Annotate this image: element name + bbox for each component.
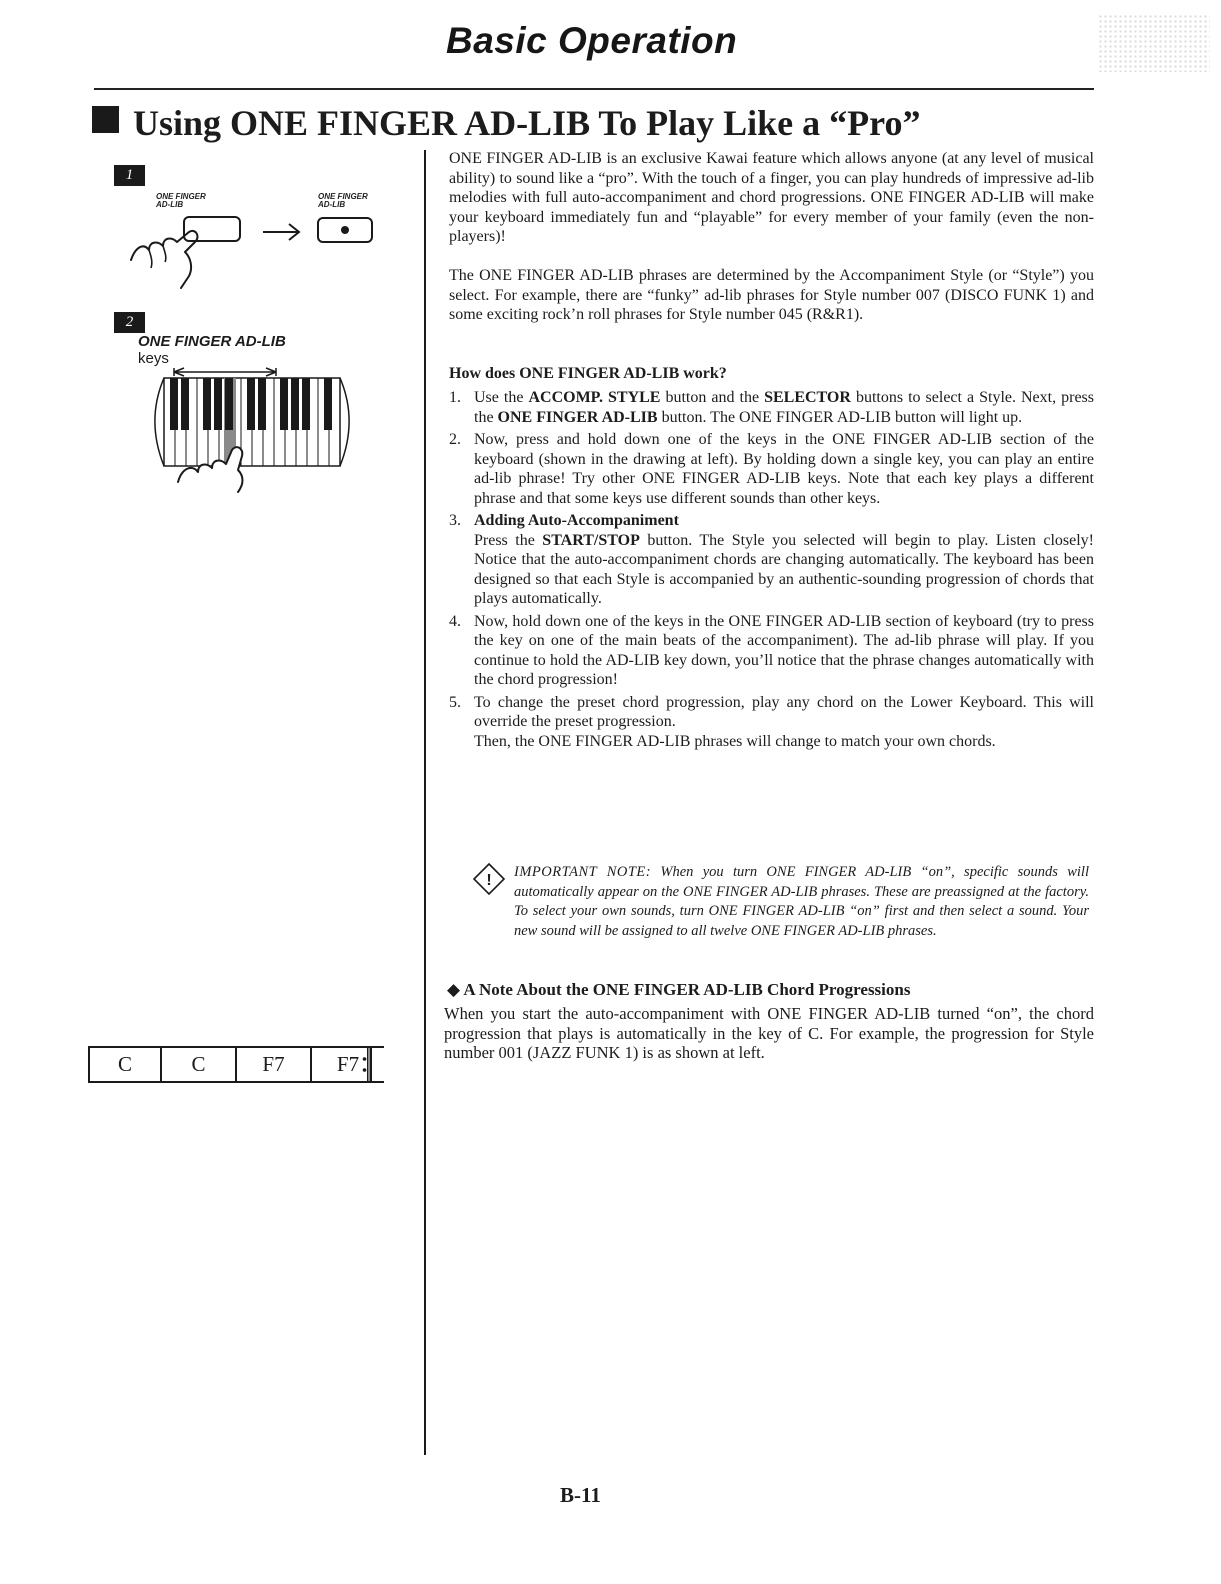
arrow-right-icon xyxy=(263,224,299,240)
chord-cell: C xyxy=(161,1047,236,1082)
step-text: buttons to select a Style. Next, press the xyxy=(474,389,1095,426)
step-number: 2. xyxy=(449,431,461,448)
step-text: Then, the ONE FINGER AD-LIB phrases will change to match your own chords. xyxy=(474,732,996,750)
note-label: IMPORTANT NOTE: xyxy=(514,864,652,880)
chord-cell: F7 xyxy=(311,1047,384,1082)
how-heading: How does ONE FINGER AD-LIB work? xyxy=(449,365,727,382)
button-label-line2: AD-LIB xyxy=(156,200,184,209)
step-text: button. The Style you selected will begin to play. Listen closely! Notice that the auto-accompaniment chords are changing automatically. The keyboard has been designed so that each Style is accompanied by an authentic-sounding progression of chords that plays automatically. xyxy=(474,531,1095,607)
lit-button-label-line1: ONE FINGER xyxy=(318,192,368,201)
chord-note-heading: ◆ A Note About the ONE FINGER AD-LIB Chord Progressions xyxy=(447,980,911,999)
step-number: 3. xyxy=(449,512,461,529)
important-note xyxy=(514,863,1089,941)
intro-paragraph: ONE FINGER AD-LIB is an exclusive Kawai feature which allows anyone (at any level of musical ability) to sound like a “pro”. With the touch of a finger, you can play hundreds of impressive ad-lib melodies with full auto-accompaniment and chord progressions. ONE FINGER AD-LIB will make your keyboard immediately fun and “playable” for every member of your family (even the non-players)! xyxy=(449,150,1094,245)
step-number: 5. xyxy=(449,693,461,711)
step-text: button. The ONE FINGER AD-LIB button will light up. xyxy=(657,408,1023,426)
page-header-title: Basic Operation xyxy=(446,20,738,61)
step-item xyxy=(449,388,1094,427)
warning-diamond-icon xyxy=(472,862,506,896)
press-button-illustration xyxy=(125,212,385,294)
adlib-range-arrow-icon xyxy=(174,368,276,376)
step-item xyxy=(449,693,1094,752)
step-text: Now, press and hold down one of the keys in the ONE FINGER AD-LIB section of the keyboard (shown in the drawing at left). By holding down a single key, you can play an entire ad-lib phrase! Try other ONE FINGER AD-LIB keys. Note that each key plays a different phrase and that some keys use different sounds than other keys. xyxy=(474,431,1094,507)
lit-button-label xyxy=(318,193,368,209)
page-number: B-11 xyxy=(560,1483,601,1507)
lit-indicator-icon xyxy=(341,226,349,234)
note-text: When you turn ONE FINGER AD-LIB “on”, specific sounds will automatically appear on the ONE FINGER AD-LIB phrases. These are preassigned at the factory. To select your own sounds, turn ONE FINGER AD-LIB “on” first and then select a sound. Your new sound will be assigned to all twelve ONE FINGER AD-LIB phrases. xyxy=(514,864,1089,939)
step-number: 1. xyxy=(449,389,461,406)
chord-cell: F7 xyxy=(236,1047,311,1082)
keys-caption: ONE FINGER AD-LIB xyxy=(138,333,286,350)
adlib-button-ref: ONE FINGER AD-LIB xyxy=(497,408,658,426)
selector-ref: SELECTOR xyxy=(764,389,851,406)
chord-note-text: When you start the auto-accompaniment with ONE FINGER AD-LIB turned “on”, the chord progression that plays is automatically in the key of C. For example, the progression for Style number 001 (JAZZ FUNK 1) is as shown at left. xyxy=(444,1004,1094,1062)
accomp-style-ref: ACCOMP. STYLE xyxy=(528,389,661,406)
step-number: 4. xyxy=(449,612,461,630)
column-divider xyxy=(424,150,426,1455)
chord-progression xyxy=(88,1046,384,1083)
steps-list xyxy=(449,388,1094,754)
step-item xyxy=(449,430,1094,508)
corner-texture xyxy=(1098,14,1210,72)
step-2-badge: 2 xyxy=(114,312,145,333)
button-label-line1: ONE FINGER xyxy=(156,192,206,201)
chord-cell: C xyxy=(89,1047,161,1082)
step-text: Use the xyxy=(474,389,529,406)
button-label xyxy=(156,193,206,209)
section-title-text: Using ONE FINGER AD-LIB To Play Like a “Pro” xyxy=(133,103,921,143)
step-subheading: Adding Auto-Accompaniment xyxy=(474,512,679,529)
repeat-end-icon xyxy=(362,1046,372,1083)
warning-glyph: ! xyxy=(486,872,492,889)
lit-button-label-line2: AD-LIB xyxy=(318,200,346,209)
bullet-square-icon xyxy=(92,106,119,133)
step-text: To change the preset chord progression, play any chord on the Lower Keyboard. This will override the preset progression. xyxy=(474,693,1094,730)
keyboard-illustration xyxy=(150,366,355,496)
section-title xyxy=(92,102,920,144)
header-rule xyxy=(94,88,1094,90)
start-stop-ref: START/STOP xyxy=(542,531,640,549)
step-item xyxy=(449,511,1094,609)
step-text: Press the xyxy=(474,531,543,549)
step-1-badge: 1 xyxy=(114,165,145,186)
step-text: Now, hold down one of the keys in the ONE FINGER AD-LIB section of keyboard (try to press the key on one of the main beats of the accompaniment). The ad-lib phrase will play. If you continue to hold the AD-LIB key down, you’ll notice that the phrase changes automatically with the chord progression! xyxy=(474,612,1094,688)
step-text: button and the xyxy=(660,389,765,406)
adlib-button-shape xyxy=(184,217,240,241)
styles-paragraph: The ONE FINGER AD-LIB phrases are determined by the Accompaniment Style (or “Style”) you select. For example, there are “funky” ad-lib phrases for Style number 007 (DISCO FUNK 1) and some exciting rock’n roll phrases for Style number 045 (R&R1). xyxy=(449,267,1094,323)
keys-caption-sub: keys xyxy=(138,350,169,367)
step-item xyxy=(449,612,1094,690)
